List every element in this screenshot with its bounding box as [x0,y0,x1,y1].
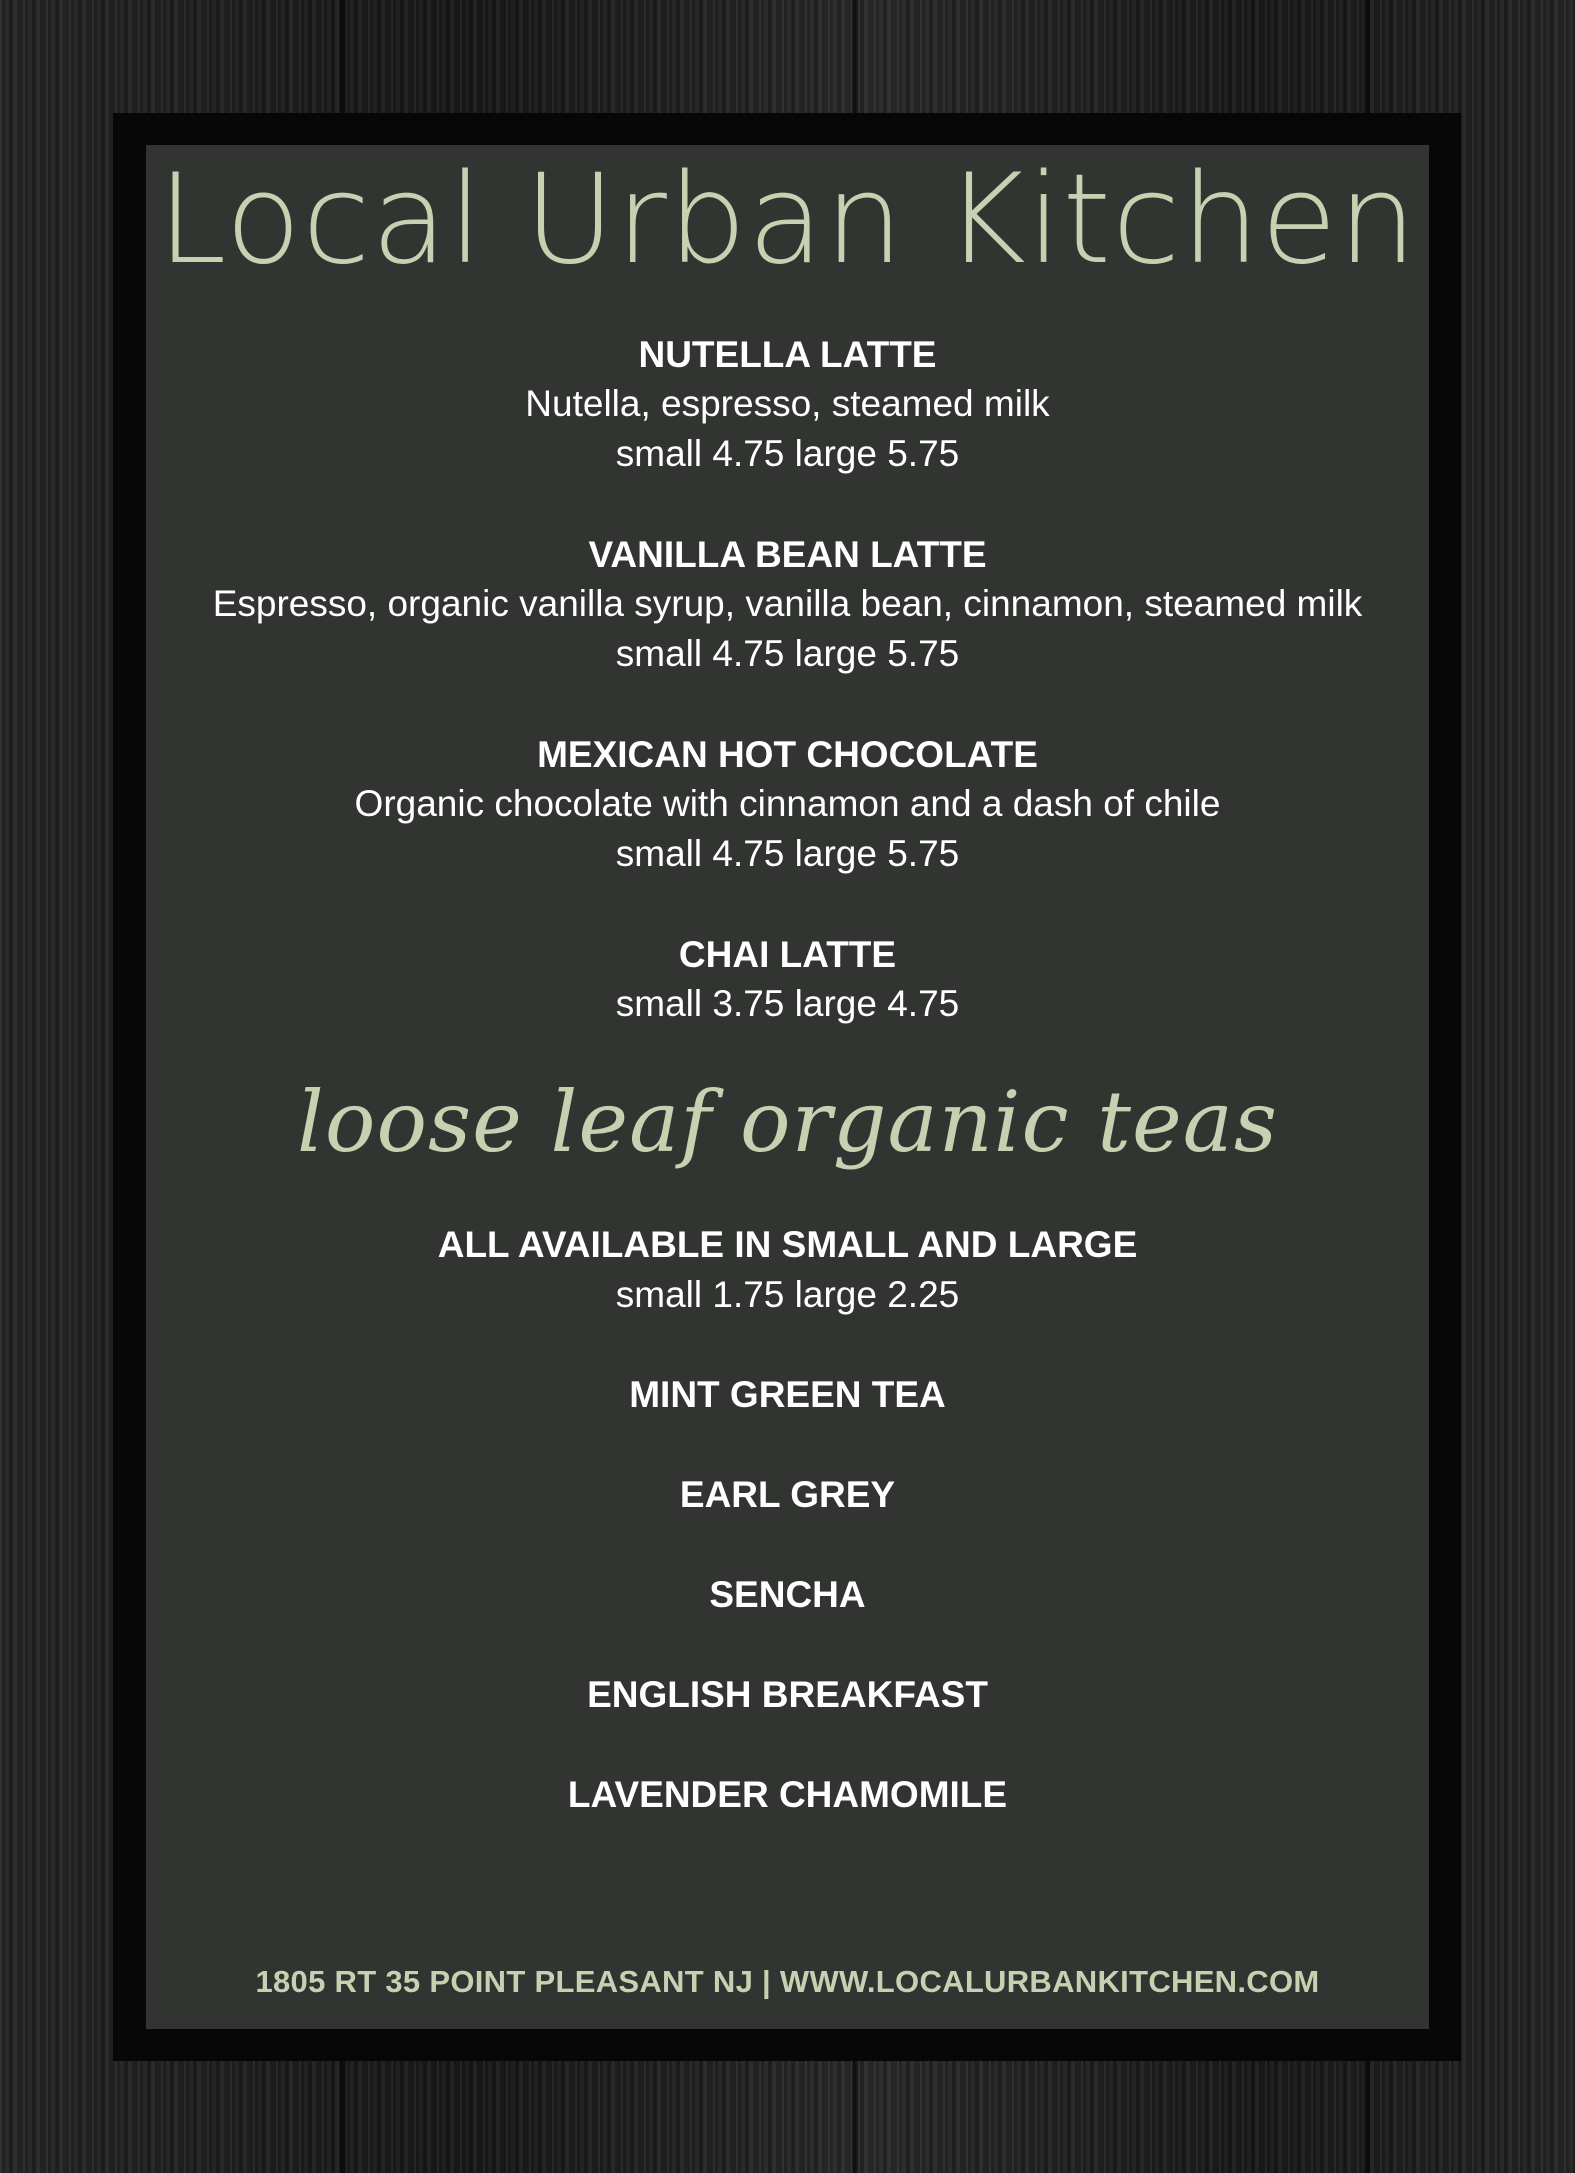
drink-name: CHAI LATTE [678,934,897,975]
menu-board [146,145,1429,2029]
drink-name: VANILLA BEAN LATTE [588,534,987,575]
drink-price: small 4.75 large 5.75 [615,633,960,674]
restaurant-title: Local Urban Kitchen [157,148,1418,292]
tea-item: MINT GREEN TEA [629,1374,946,1415]
drink-price: small 4.75 large 5.75 [615,833,960,874]
drink-price: small 4.75 large 5.75 [615,433,960,474]
drink-description: Espresso, organic vanilla syrup, vanilla bean, cinnamon, steamed milk [212,583,1363,624]
drink-description: Organic chocolate with cinnamon and a dash of chile [354,783,1221,824]
tea-availability: ALL AVAILABLE IN SMALL AND LARGE [437,1224,1138,1265]
tea-price: small 1.75 large 2.25 [615,1274,960,1315]
drink-price: small 3.75 large 4.75 [615,983,960,1024]
drink-name: NUTELLA LATTE [638,334,937,375]
drink-name: MEXICAN HOT CHOCOLATE [537,734,1038,775]
tea-section-heading: loose leaf organic teas [297,1073,1278,1171]
tea-item: EARL GREY [679,1474,896,1515]
footer-address: 1805 RT 35 POINT PLEASANT NJ | WWW.LOCALURBANKITCHEN.COM [255,1964,1320,1999]
tea-item: SENCHA [709,1574,866,1615]
drink-description: Nutella, espresso, steamed milk [525,383,1050,424]
tea-item: LAVENDER CHAMOMILE [567,1774,1008,1815]
tea-item: ENGLISH BREAKFAST [587,1674,988,1715]
